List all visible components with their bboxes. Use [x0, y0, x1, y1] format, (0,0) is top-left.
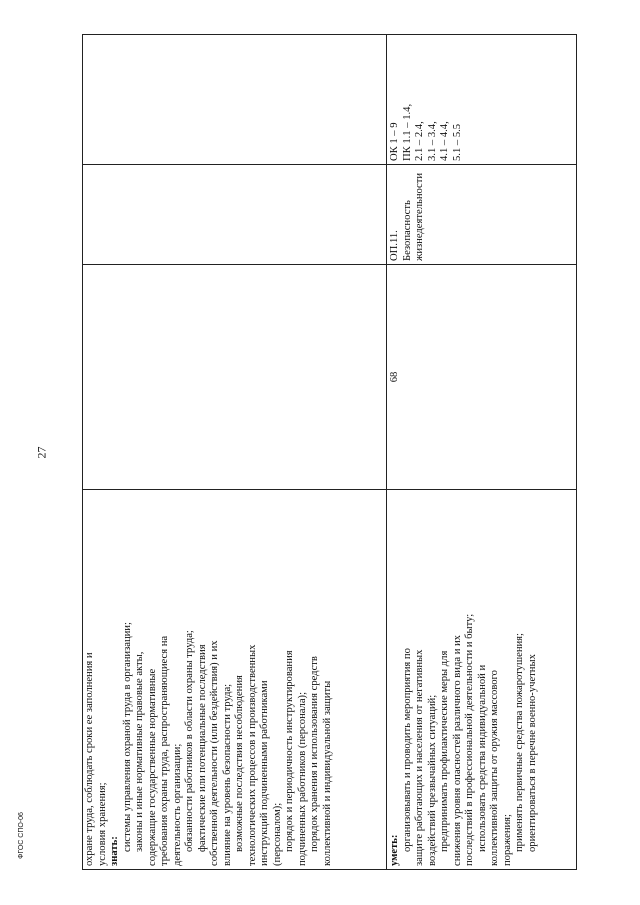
competency-item: ОК 1 – 9 [389, 122, 400, 161]
empty-cell [83, 165, 387, 265]
text-line: поражения; [501, 813, 513, 866]
text-line: подчиненных работников (персонала); [296, 691, 308, 866]
competency-item: 4.1 – 4.4, [439, 121, 450, 161]
text-line: возможные последствия несоблюдения [234, 675, 245, 852]
text-line: условия хранения; [96, 782, 108, 866]
text-line: системы управления охраной труда в организации; [121, 622, 133, 852]
hours-value: 68 [389, 371, 400, 383]
text-line: предпринимать профилактические меры для [439, 650, 450, 852]
empty-cell [83, 35, 387, 165]
text-line: использовать средства индивидуальной и [476, 664, 488, 852]
text-line: (персоналом); [271, 802, 283, 866]
text-line: знать: [109, 836, 120, 866]
competencies-cell [387, 35, 577, 165]
table-row [83, 35, 387, 870]
competencies-list [389, 38, 464, 161]
requirements-text [84, 493, 334, 866]
text-line: воздействий чрезвычайных ситуаций; [426, 694, 438, 866]
text-line: деятельность организации; [171, 743, 183, 866]
text-line: снижения уровня опасностей различного вида и их [451, 635, 463, 866]
curriculum-table [82, 34, 577, 870]
discipline-name: ОП.11. Безопасность жизнедеятельности [389, 172, 425, 261]
text-line: обязанности работников в области охраны труда; [184, 630, 195, 852]
footer-label: ФГОС СПО-06 [17, 812, 25, 859]
text-line: уметь: [389, 834, 400, 866]
competency-item: 2.1 – 2.4, [414, 121, 425, 161]
text-line: порядок хранения и использования средств [309, 656, 320, 852]
text-line: охране труда, соблюдать сроки ее заполнения и [84, 652, 95, 866]
competency-item: 3.1 – 3.4, [426, 121, 438, 161]
requirements-cell [387, 490, 577, 870]
text-line: ориентироваться в перечне военно-учетных [526, 654, 538, 852]
text-line: фактические или потенциальные последствия [196, 644, 208, 852]
page-number: 27 [34, 446, 49, 459]
text-line: порядок и периодичность инструктирования [284, 650, 295, 852]
text-line: инструкций подчиненными работниками [259, 680, 270, 866]
text-line: коллективной и индивидуальной защиты [321, 680, 333, 866]
text-line: коллективной защиты от оружия массового [489, 670, 500, 866]
text-line: собственной деятельности (или бездействия) и их [209, 640, 220, 866]
competency-item: ПК 1.1 – 1.4, [401, 103, 413, 161]
text-line: защите работающих и населения от негативных [414, 649, 425, 866]
text-line: содержащие государственные нормативные [146, 668, 158, 866]
requirements-text [389, 493, 539, 866]
requirements-cell [83, 490, 387, 870]
text-line: применять первичные средства пожаротушения; [514, 633, 525, 852]
text-line: последствий в профессиональной деятельности и быту; [464, 613, 475, 866]
text-line: технологических процессов и производственных [246, 644, 258, 866]
curriculum-table-wrapper [82, 35, 576, 870]
text-line: законы и иные нормативные правовые акты, [134, 651, 145, 852]
text-line: требования охраны труда, распространяющиеся на [159, 635, 170, 866]
table-row [387, 35, 577, 870]
competency-item: 5.1 – 5.5 [451, 123, 463, 161]
discipline-cell [387, 165, 577, 265]
hours-cell [387, 265, 577, 490]
text-line: влияние на уровень безопасности труда; [221, 683, 233, 866]
text-line: организовывать и проводить мероприятия по [401, 648, 413, 852]
empty-cell [83, 265, 387, 490]
